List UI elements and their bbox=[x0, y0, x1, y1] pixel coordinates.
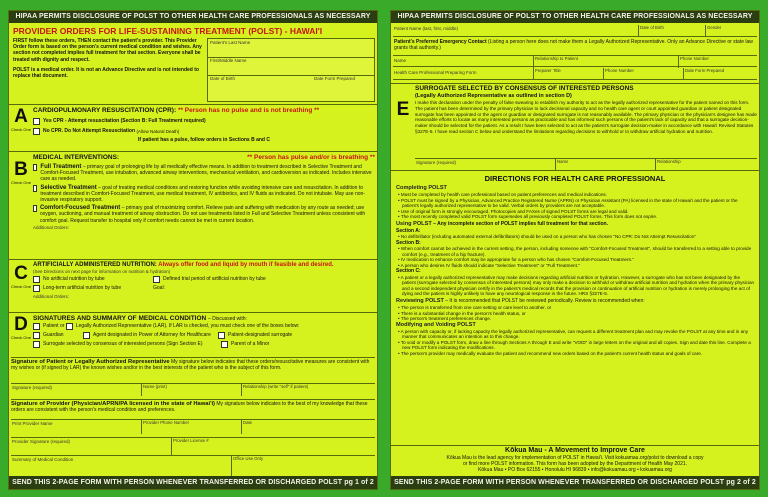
section-c-label: Section C: bbox=[396, 268, 421, 275]
direction-bullet: • IV medication to enhance comfort may be appropriate for a person who has chosen "Comfort-Focused Treatment." bbox=[398, 257, 634, 263]
comfort-treatment-text: – primary goal of maximizing comfort. Relieve pain and suffering with medication by any route as needed; use oxygen, suctioning, and manual treatment of airway obstruction. Do not use treatments listed in Full and Selective Treatment unless consistent with comfort goal. Request transfer to hospital only if comfort needs cannot be met in current location. bbox=[39, 205, 366, 224]
provider-signature-text: My signature below indicates to the best of my knowledge that these orders are consistent with the person's medical condition and preferences. bbox=[11, 401, 368, 414]
direction-bullet-text: A person who desires IV fluids should indicate "Selective Treatment" or "Full Treatment." bbox=[400, 262, 580, 268]
modifying-heading: Modifying and Voiding POLST bbox=[396, 321, 476, 328]
direction-bullet: • Use of original form is strongly encouraged. Photocopies and FAXes of signed POLST forms are legal and valid. bbox=[398, 208, 629, 214]
footer-title: Kōkua Mau - A Movement to Improve Care bbox=[505, 447, 645, 454]
section-a-heading-red: ** Person has no pulse and is not breathing ** bbox=[177, 107, 320, 114]
section-a bbox=[9, 104, 377, 150]
direction-bullet-text: A patient or a legally authorized representative may make decisions regarding artificial nutrition or hydration. However, a surrogate who has not been designated by the patient (surrogate selected by consensus of interested persons) may only make a decision to withhold or withdraw artificial nutrition and hydration when the primary physician and a second independent physician certify in the patient's medical records that the provision or continuation of artificial nutrition or hydration is merely prolonging the act of dying and the patient is highly unlikely to have any neurological response in the future. HRS §327E-5. bbox=[400, 274, 755, 297]
long-term-nutrition-checkbox[interactable] bbox=[33, 285, 40, 292]
no-cpr-label: No CPR. Do Not Attempt Resuscitation bbox=[43, 128, 136, 134]
section-d-heading: SIGNATURES AND SUMMARY OF MEDICAL CONDITION bbox=[33, 315, 207, 322]
section-e-letter: E bbox=[396, 99, 410, 120]
section-b-heading: MEDICAL INTERVENTIONS: bbox=[33, 154, 120, 161]
section-d-heading-sub: – Discussed with: bbox=[208, 316, 247, 322]
hipaa-banner: HIPAA PERMITS DISCLOSURE OF POLST TO OTHER HEALTH CARE PROFESSIONALS AS NECESSARY bbox=[391, 11, 759, 23]
trial-nutrition-checkbox[interactable] bbox=[153, 276, 160, 283]
direction-bullet-text: POLST must be signed by a Physician, Advanced Practice Registered Nurse (APRN) or Physician Assistant (PA) licensed in the state of Hawai'i and the patient or the patient's legally authorized representative to be valid. Verbal orders by providers are not acceptable. bbox=[400, 197, 738, 209]
contact-phone-field[interactable]: Phone Number bbox=[678, 56, 709, 68]
summary-field[interactable]: Summary of Medical Condition bbox=[12, 457, 74, 462]
last-name-field[interactable]: Patient's Last Name bbox=[210, 40, 251, 45]
no-nutrition-checkbox[interactable] bbox=[33, 276, 40, 283]
full-treatment-title: Full Treatment bbox=[40, 164, 82, 170]
comfort-treatment-title: Comfort-Focused Treatment bbox=[39, 205, 121, 212]
dob-field[interactable]: Date of Birth bbox=[638, 25, 664, 37]
section-b bbox=[9, 151, 377, 258]
section-e-heading-2: (Legally Authorized Representative as outlined in section D) bbox=[415, 93, 572, 99]
section-e-declaration: I make this declaration under the penalty of false swearing to establish my authority to act as the legally authorized representative for the patient named on this form. The patient has been determined by the primary physician to lack decisional capacity and no health care agent or court appointed guardian or patient designated surrogate has been appointed or the agent or guardian or designated surrogate is not reasonably available. The primary physician or the physician's designee has made reasonable efforts to locate as many interested persons as practicable and has informed such persons of the patient's lack of capacity and that a surrogate decision-maker should be selected for the patient. As a result I have been selected to act as the patient's surrogate decision-maker in accordance with Hawai'i Revised Statutes §327E-5. I have read section C below and understand the limitations regarding decisions to withhold or to withdraw artificial hydration and nutrition. bbox=[415, 100, 757, 134]
check-one-label: Check One bbox=[10, 180, 31, 185]
patient-signature-field[interactable]: Signature (required) bbox=[12, 385, 53, 390]
preparer-phone-field[interactable]: Phone Number bbox=[603, 68, 634, 80]
no-cpr-checkbox[interactable] bbox=[33, 128, 40, 135]
bottom-banner: SEND THIS 2-PAGE FORM WITH PERSON WHENEVER TRANSFERRED OR DISCHARGED POLST pg 2 of 2 bbox=[391, 476, 759, 489]
section-e bbox=[391, 83, 759, 171]
direction-bullet-text: Must be completed by health care professional based on patient preferences and medical indications. bbox=[400, 192, 607, 197]
agent-label: Agent designated in Power of Attorney for Healthcare bbox=[93, 332, 211, 338]
guardian-checkbox[interactable] bbox=[33, 332, 40, 339]
directions-body bbox=[396, 185, 755, 357]
selective-treatment-title: Selective Treatment bbox=[40, 184, 97, 191]
long-term-nutrition-label: Long-term artificial nutrition by tube bbox=[43, 285, 122, 291]
comfort-treatment-checkbox[interactable] bbox=[33, 205, 37, 212]
hcp-name-field[interactable]: Health Care Professional Preparing Form bbox=[394, 70, 477, 75]
section-b-label: Section B: bbox=[396, 239, 421, 246]
provider-signature-title: Signature of Provider (Physician/APRN/PA licensed in the state of Hawai'i) bbox=[11, 401, 215, 407]
polst-page-1 bbox=[8, 10, 378, 490]
section-c bbox=[9, 259, 377, 311]
footer-line-1: Kōkua Mau is the lead agency for implementation of POLST in Hawai'i. Visit kokuamau.org/polst to download a copy bbox=[446, 455, 704, 461]
intro-text: FIRST follow these orders, THEN contact the patient's provider. This Provider Order form is based on the person's current medical condition and wishes. Any section not completed implies full treatment for that section. Everyone shall be treated with dignity and respect. bbox=[13, 38, 202, 63]
polst-page-2 bbox=[390, 10, 760, 490]
lar-label: Legally Authorized Representative (LAR). If LAR is checked, you must check one of the boxes below: bbox=[75, 323, 300, 329]
relationship-field[interactable]: Relationship (write "self" if patient) bbox=[241, 384, 308, 396]
footer-line-2: or find more POLST information. This form has been adopted by the Department of Health May 2021. bbox=[462, 461, 688, 468]
section-b-letter: B bbox=[14, 159, 28, 180]
direction-bullet: • There is a substantial change in the person's health status, or bbox=[398, 310, 526, 316]
completing-heading: Completing POLST bbox=[396, 185, 447, 191]
section-a-label: Section A: bbox=[396, 227, 421, 234]
direction-bullet-text: The person's provider may medically evaluate the patient and recommend new orders based on the patient's current health status and goals of care. bbox=[400, 351, 703, 357]
emergency-contact-text: (Listing a person here does not make them a Legally Authorized Representative. Only an Advance Directive or state law grants that authority.) bbox=[394, 39, 753, 52]
agent-checkbox[interactable] bbox=[83, 332, 90, 339]
check-one-label: Check One bbox=[10, 127, 31, 132]
provider-phone-field[interactable]: Provider Phone Number bbox=[141, 420, 189, 434]
emergency-contact-title: Patient's Preferred Emergency Contact bbox=[394, 39, 487, 45]
full-treatment-checkbox[interactable] bbox=[33, 164, 37, 171]
direction-bullet: • The person's treatment preferences change. bbox=[398, 316, 492, 322]
gender-field[interactable]: Gender bbox=[705, 25, 721, 37]
surrogate-name-field[interactable]: Name bbox=[555, 159, 568, 171]
date-prepared-field[interactable]: Date Form Prepared bbox=[314, 76, 356, 81]
section-c-heading-red: Always offer food and liquid by mouth if feasible and desired. bbox=[158, 262, 334, 268]
provider-date-field[interactable]: Date bbox=[241, 420, 252, 434]
yes-cpr-checkbox[interactable] bbox=[33, 118, 40, 125]
goal-field[interactable]: Goal: bbox=[153, 285, 165, 291]
direction-bullet: • POLST must be signed by a Physician, Advanced Practice Registered Nurse (APRN) or Physician Assistant (PA) licensed in the state of Hawai'i and the patient or the patient's legally authorized representative to be valid. Verbal orders by providers are not acceptable. bbox=[398, 197, 738, 209]
section-d-letter: D bbox=[14, 314, 28, 335]
check-one-label: Check One bbox=[10, 284, 31, 289]
section-c-heading: ARTIFICIALLY ADMINISTERED NUTRITION: bbox=[33, 262, 157, 268]
lar-checkbox[interactable] bbox=[66, 323, 73, 330]
surrogate-label: Patient-designated surrogate bbox=[228, 332, 293, 338]
guardian-label: Guardian bbox=[43, 332, 64, 338]
directions-heading: DIRECTIONS FOR HEALTH CARE PROFESSIONAL bbox=[484, 174, 666, 183]
direction-bullet-text: There is a substantial change in the person's health status, or bbox=[400, 310, 526, 316]
check-one-label: Check One bbox=[10, 335, 31, 340]
date-prepared-field[interactable]: Date Form Prepared bbox=[683, 68, 724, 80]
patient-name-field[interactable]: Name (print) bbox=[141, 384, 167, 396]
section-a-note: If patient has a pulse, follow orders in Sections B and C bbox=[138, 137, 270, 143]
using-heading: Using POLST bbox=[396, 220, 432, 227]
section-c-sub: (See Directions on next page for information on nutrition & hydration) bbox=[33, 269, 171, 274]
intro-text-2: POLST is a medical order. It is not an Advance Directive and is not intended to replace that document. bbox=[13, 67, 199, 80]
direction-bullet-text: To void or modify a POLST form, draw a line through Sections A through E and write "VOID" in large letters on the original and all copies. Sign and date this line. Complete a new POLST form indicating the modifications. bbox=[400, 339, 751, 351]
kokua-mau-footer bbox=[391, 445, 759, 475]
direction-bullet-text: The most recently completed valid POLST form supersedes all previously completed POLST forms. This form does not expire. bbox=[400, 214, 658, 220]
patient-signature-text: My signature below indicates that these orders/resuscitative measures are consistent with my wishes or (if signed by LAR) the known wishes and/or in the best interests of the patient who is the subject of this form. bbox=[11, 359, 370, 372]
section-a-letter: A bbox=[14, 106, 28, 127]
contact-name-field[interactable]: Name bbox=[394, 58, 407, 63]
provider-print-name-field[interactable]: Print Provider Name bbox=[12, 421, 53, 426]
patient-name-field[interactable]: Patient Name (last, first, middle) bbox=[394, 26, 459, 31]
direction-bullet: • To void or modify a POLST form, draw a line through Sections A through E and write "VOID" in large letters on the original and all copies. Sign and date this line. Complete a new POLST form indicating the modifications. bbox=[398, 339, 751, 351]
no-nutrition-label: No artificial nutrition by tube bbox=[43, 276, 105, 282]
selective-treatment-checkbox[interactable] bbox=[33, 185, 37, 192]
direction-bullet-text: The person's treatment preferences change. bbox=[400, 316, 492, 322]
direction-bullet: • The person is transferred from one care setting or care level to another, or bbox=[398, 304, 552, 310]
direction-bullet: • Must be completed by health care professional based on patient preferences and medical indications. bbox=[398, 192, 607, 197]
provider-signature-field[interactable]: Provider Signature (required) bbox=[12, 439, 71, 444]
full-treatment-text: – primary goal of prolonging life by all medically effective means. In addition to treatment described in Selective Treatment and Comfort-Focused Treatment, use intubation, advanced airway interventions, mechanical ventilation, and cardioversion as indicated. Includes intensive care as needed. bbox=[40, 164, 372, 183]
direction-bullet: • The person's provider may medically evaluate the patient and recommend new orders based on the patient's current health status and goals of care. bbox=[398, 351, 703, 357]
minor-checkbox[interactable] bbox=[221, 341, 228, 348]
direction-bullet: • A patient or a legally authorized representative may make decisions regarding artificial nutrition or hydration. However, a surrogate who has not been designated by the patient (surrogate selected by consensus of interested persons) may only make a decision to withhold or withdraw artificial nutrition and hydration when the primary physician and a second independent physician certify in the patient's medical records that the provision or continuation of artificial nutrition or hydration is merely prolonging the act of dying and the patient is highly unlikely to have any neurological response in the future. HRS §327E-5. bbox=[398, 274, 755, 297]
direction-bullet-text: Use of original form is strongly encouraged. Photocopies and FAXes of signed POLST forms are legal and valid. bbox=[400, 208, 629, 214]
section-b-heading-red: ** Person has pulse and/or is breathing ** bbox=[247, 154, 375, 161]
direction-bullet: • When comfort cannot be achieved in the current setting, the person, including someone with "Comfort-Focused Treatment", should be transferred to a setting able to provide comfort (e.g., treatment of a hip fracture). bbox=[398, 245, 752, 257]
consensus-label: Surrogate selected by consensus of interested persons (Sign Section E) bbox=[43, 341, 203, 347]
section-e-heading: SURROGATE SELECTED BY CONSENSUS OF INTERESTED PERSONS bbox=[415, 85, 634, 92]
direction-bullet-text: When comfort cannot be achieved in the current setting, the person, including someone with "Comfort-Focused Treatment", should be transferred to a setting able to provide comfort (e.g., treatment of a hip fracture). bbox=[400, 245, 752, 257]
dob-field[interactable]: Date of Birth bbox=[210, 76, 236, 81]
direction-bullet: • A person with capacity or, if lacking capacity the legally authorized representative, can request a different treatment plan and may revoke the POLST at any time and in any manner that communicates an intention as to this change. bbox=[398, 328, 749, 340]
first-middle-field[interactable]: First/Middle Name bbox=[210, 58, 247, 63]
preparer-title-field[interactable]: Preparer Title bbox=[533, 68, 561, 80]
direction-bullet: • A person who desires IV fluids should indicate "Selective Treatment" or "Full Treatment." bbox=[398, 262, 580, 268]
minor-label: Parent of a Minor bbox=[231, 341, 270, 347]
patient-label: Patient or bbox=[43, 323, 65, 329]
trial-nutrition-label: Defined trial period of artificial nutrition by tube bbox=[163, 276, 266, 282]
section-c-letter: C bbox=[14, 263, 28, 284]
direction-bullet-text: IV medication to enhance comfort may be appropriate for a person who has chosen "Comfort-Focused Treatment." bbox=[400, 257, 634, 263]
direction-bullet: • No defibrillator (including automated external defibrillators) should be used on a person who has chosen "No CPR: Do Not Attempt Resuscitation" bbox=[398, 234, 697, 240]
yes-cpr-label: Yes CPR - Attempt resuscitation (Section B: Full Treatment required) bbox=[43, 118, 206, 124]
additional-orders-b[interactable]: Additional Orders: bbox=[33, 224, 70, 230]
consensus-checkbox[interactable] bbox=[33, 341, 40, 348]
surrogate-checkbox[interactable] bbox=[218, 332, 225, 339]
selective-treatment-text: – goal of treating medical conditions and restoring function while avoiding intensive care and resuscitation. In addition to treatment described in Comfort-Focused Treatment, use medical treatment, IV antibiotics, and IV fluids as indicated. Do not intubate. May use non-invasive respiratory support. bbox=[40, 184, 365, 204]
using-sub: – Any incomplete section of POLST implies full treatment for that section. bbox=[433, 220, 608, 227]
surrogate-signature-field[interactable]: Signature (required) bbox=[416, 160, 457, 165]
form-title: PROVIDER ORDERS FOR LIFE-SUSTAINING TREATMENT (POLST) - HAWAI'I bbox=[13, 26, 323, 36]
direction-bullet-text: No defibrillator (including automated external defibrillators) should be used on a person who has chosen "No CPR: Do Not Attempt Resuscitation" bbox=[400, 234, 697, 240]
patient-signature-title: Signature of Patient or Legally Authorized Representative bbox=[11, 359, 170, 365]
additional-orders-c[interactable]: Additional Orders: bbox=[33, 294, 70, 299]
provider-license-field[interactable]: Provider License # bbox=[171, 438, 209, 456]
direction-bullet-text: The person is transferred from one care setting or care level to another, or bbox=[400, 304, 552, 310]
patient-checkbox[interactable] bbox=[33, 323, 40, 330]
direction-bullet: • The most recently completed valid POLST form supersedes all previously completed POLST forms. This form does not expire. bbox=[398, 214, 658, 220]
surrogate-relationship-field[interactable]: Relationship bbox=[655, 159, 681, 171]
reviewing-heading: Reviewing POLST bbox=[396, 297, 444, 304]
office-use-field: Office Use Only bbox=[231, 456, 263, 476]
bottom-banner: SEND THIS 2-PAGE FORM WITH PERSON WHENEVER TRANSFERRED OR DISCHARGED POLST pg 1 of 2 bbox=[9, 476, 377, 489]
patient-info-box bbox=[207, 38, 375, 102]
section-a-heading: CARDIOPULMONARY RESUSCITATION (CPR): bbox=[33, 107, 177, 114]
reviewing-sub: – It is recommended that POLST be reviewed periodically. Review is recommended when: bbox=[445, 297, 645, 304]
no-cpr-note: (Allow Natural Death) bbox=[136, 129, 180, 134]
footer-line-3: Kōkua Mau • PO Box 62155 • Honolulu HI 96839 • info@kokuamau.org • kokuamau.org bbox=[478, 467, 672, 474]
section-d bbox=[9, 312, 377, 476]
contact-relationship-field[interactable]: Relationship to Patient bbox=[533, 56, 578, 68]
direction-bullet-text: A person with capacity or, if lacking capacity the legally authorized representative, can request a different treatment plan and may revoke the POLST at any time and in any manner that communicates an intention as to this change. bbox=[400, 328, 749, 340]
hipaa-banner: HIPAA PERMITS DISCLOSURE OF POLST TO OTHER HEALTH CARE PROFESSIONALS AS NECESSARY bbox=[9, 11, 377, 23]
